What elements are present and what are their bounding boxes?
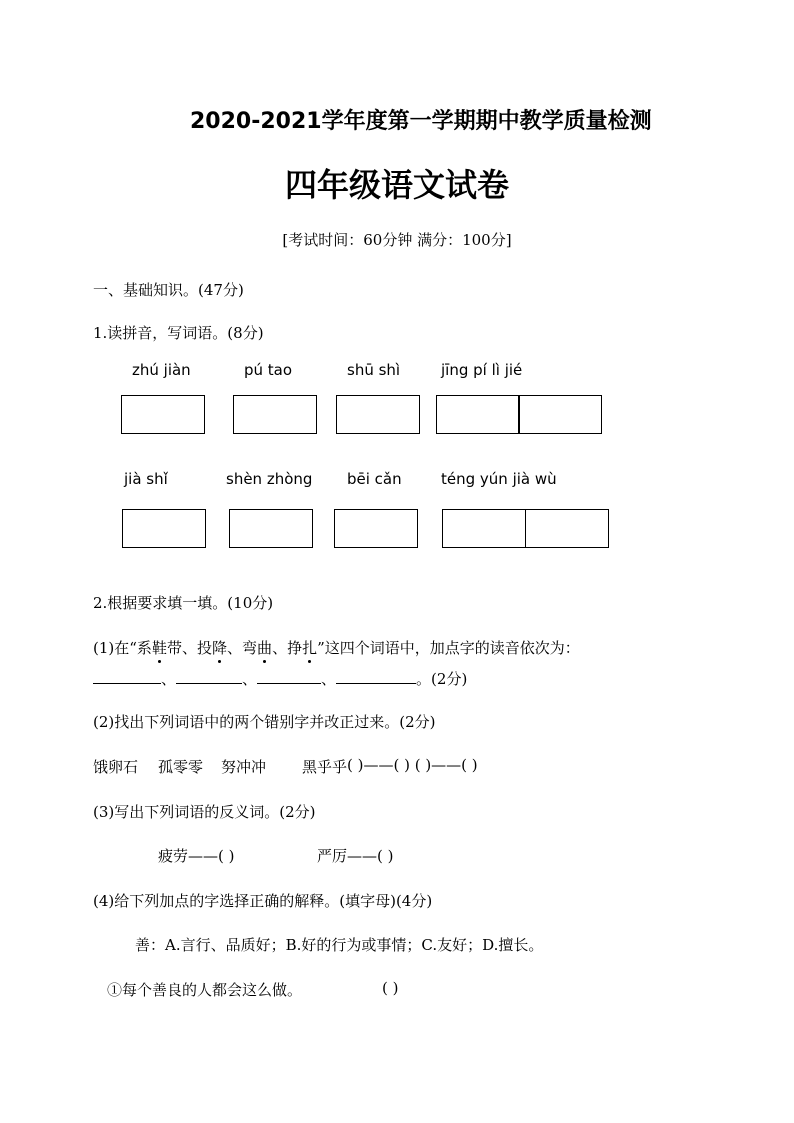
question-2-3-heading: (3)写出下列词语的反义词。(2分) [93, 803, 316, 821]
dotted-word: 投降 [196, 639, 228, 657]
question-2-2-heading: (2)找出下列词语中的两个错别字并改正过来。(2分) [93, 713, 436, 731]
answer-box[interactable] [525, 509, 609, 548]
exam-header: 2020-2021学年度第一学期期中教学质量检测 [190, 109, 652, 134]
page-title: 四年级语文试卷 [284, 166, 509, 204]
answer-box[interactable] [336, 395, 420, 434]
question-2-1-tail: ”这四个词语中，加点字的读音依次为： [317, 639, 580, 657]
answer-blank[interactable] [93, 669, 161, 684]
question-2-2-brackets[interactable]: ( )——( ) ( )——( ) [347, 756, 478, 774]
answer-box[interactable] [229, 509, 313, 548]
exam-info: [考试时间：60分钟 满分：100分] [282, 231, 512, 249]
answer-bracket[interactable]: ( ) [382, 979, 399, 997]
pinyin-zhu-jian: zhú jiàn [132, 361, 191, 379]
question-2-2-word: 饿卵石 [93, 758, 139, 776]
question-2-heading: 2.根据要求填一填。(10分) [93, 594, 274, 612]
question-2-1-text: (1)在“系鞋带、投降、弯曲、挣扎”这四个词语中，加点字的读音依次为： [93, 639, 580, 657]
question-2-2-word: 努冲冲 [221, 758, 267, 776]
answer-box[interactable] [233, 395, 317, 434]
answer-blank[interactable] [176, 669, 242, 684]
question-1-heading: 1.读拼音，写词语。(8分) [93, 324, 264, 342]
pinyin-shen-zhong: shèn zhòng [226, 470, 313, 488]
pinyin-jia-shi: jià shǐ [124, 470, 168, 488]
question-2-1-blanks: 、 、 、 。(2分) [93, 668, 467, 689]
answer-box[interactable] [436, 395, 520, 434]
antonym-item[interactable]: 严厉——( ) [317, 847, 394, 865]
dotted-word: 弯曲 [242, 639, 273, 657]
question-2-4-item-1: ①每个善良的人都会这么做。 [107, 981, 303, 999]
answer-blank[interactable] [336, 669, 416, 684]
answer-box[interactable] [122, 509, 206, 548]
question-2-1-score: 。(2分) [416, 670, 468, 688]
question-2-2-word: 孤零零 [158, 758, 204, 776]
dotted-word: 挣扎 [287, 639, 318, 657]
pinyin-teng-yun-jia-wu: téng yún jià wù [441, 470, 557, 488]
answer-box[interactable] [334, 509, 418, 548]
question-2-4-heading: (4)给下列加点的字选择正确的解释。(填字母)(4分) [93, 892, 433, 910]
question-2-2-word: 黑乎乎 [302, 758, 348, 776]
pinyin-shu-shi: shū shì [347, 361, 401, 379]
answer-box[interactable] [442, 509, 526, 548]
pinyin-bei-can: bēi cǎn [347, 470, 402, 488]
antonym-item[interactable]: 疲劳——( ) [158, 847, 235, 865]
answer-blank[interactable] [257, 669, 321, 684]
section-1-heading: 一、基础知识。(47分) [93, 281, 244, 299]
definition-line: 善：A.言行、品质好；B.好的行为或事情；C.友好；D.擅长。 [135, 936, 544, 954]
answer-box[interactable] [518, 395, 602, 434]
answer-box[interactable] [121, 395, 205, 434]
pinyin-pu-tao: pú tao [244, 361, 293, 379]
question-2-1-lead: (1)在“ [93, 639, 137, 657]
pinyin-jing-pi-li-jie: jīng pí lì jié [441, 361, 523, 379]
dotted-word: 系鞋带 [136, 639, 182, 657]
